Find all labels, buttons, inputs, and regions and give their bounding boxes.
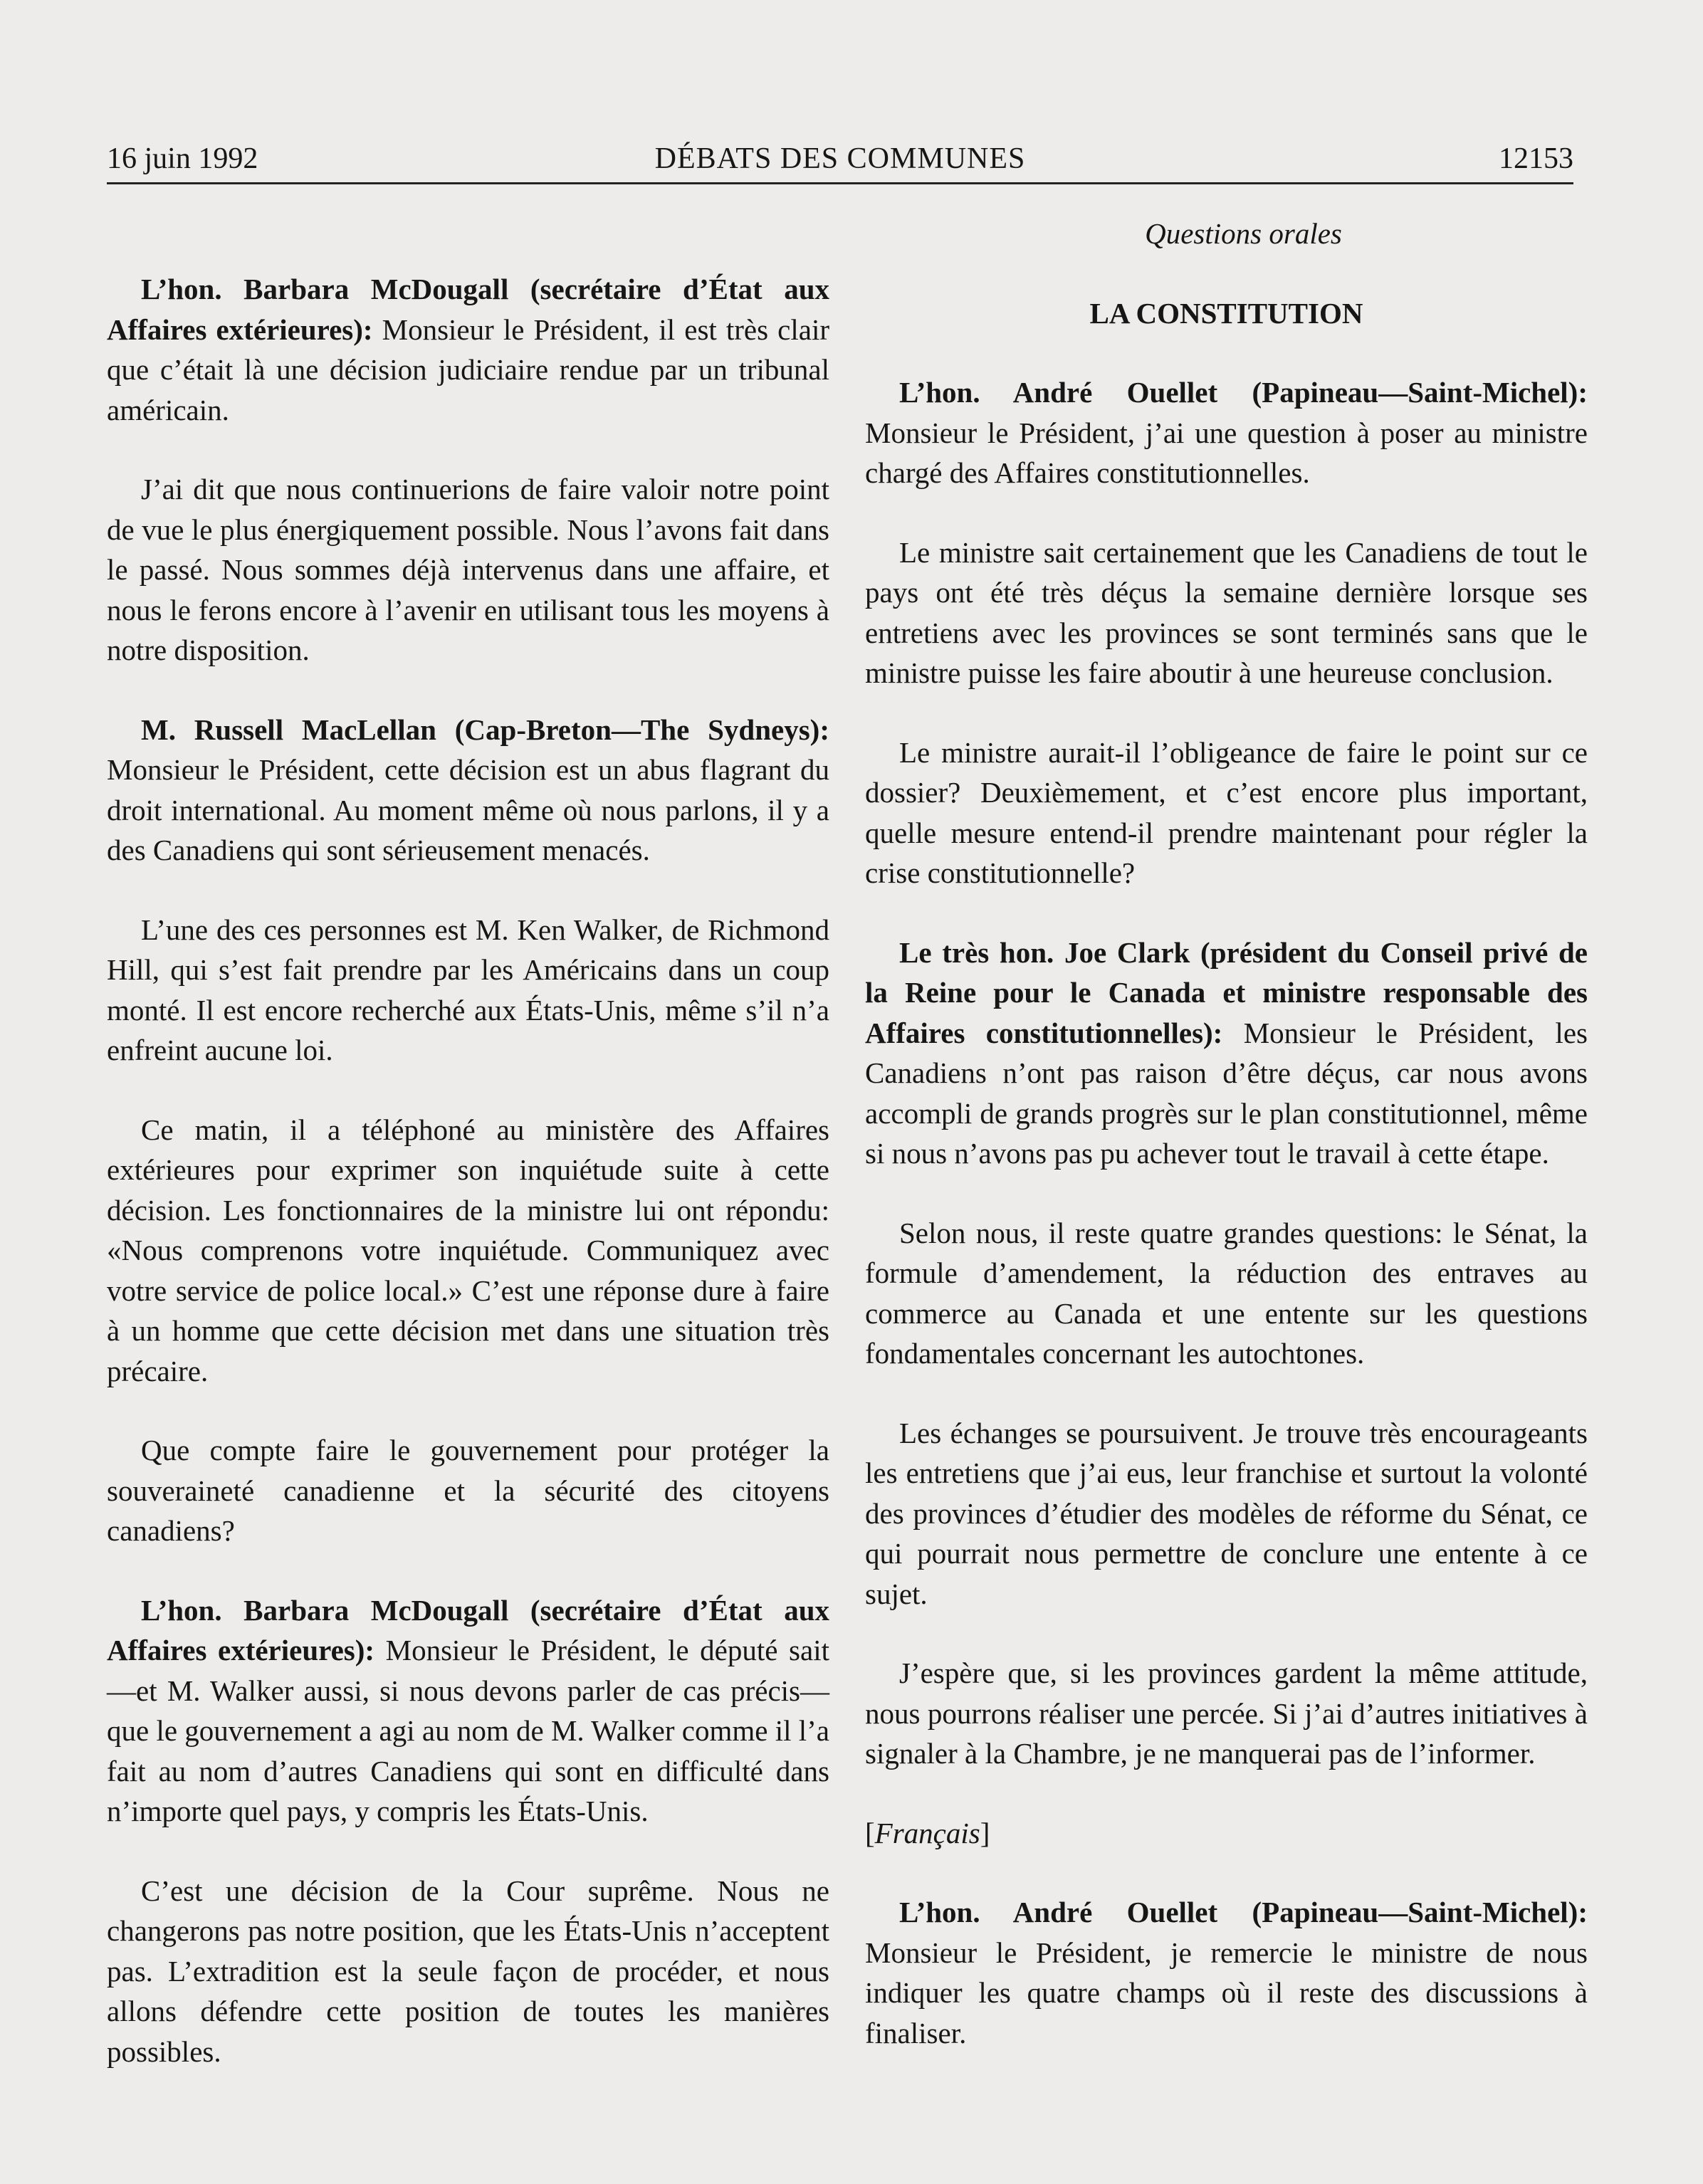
paragraph	[865, 532, 1588, 693]
paragraph	[865, 372, 1588, 493]
paragraph	[107, 1590, 829, 1832]
paragraph	[865, 1892, 1588, 2053]
paragraph-text: L’une des ces personnes est M. Ken Walker, de Richmond Hill, qui s’est fait prendre par les Américains dans un coup monté. Il est encore recherché aux États-Unis, même s’il n’a enfreint aucune loi.	[107, 913, 829, 1066]
paragraph	[107, 1110, 829, 1392]
paragraph	[107, 910, 829, 1071]
paragraph	[865, 1213, 1588, 1374]
page-header	[107, 140, 1573, 184]
paragraph	[865, 1653, 1588, 1774]
paragraph-text: Que compte faire le gouvernement pour protéger la souveraineté canadienne et la sécurité des citoyens canadiens?	[107, 1434, 829, 1547]
paragraph-text: Monsieur le Président, j’ai une question à poser au ministre chargé des Affaires constitutionnelles.	[865, 416, 1588, 489]
paragraph	[865, 1413, 1588, 1615]
paragraph-text: Monsieur le Président, le député sait—et M. Walker aussi, si nous devons parler de cas précis—que le gouvernement a agi au nom de M. Walker comme il l’a fait au nom d’autres Canadiens qui sont en difficulté dans n’importe quel pays, y compris les États-Unis.	[107, 1634, 829, 1827]
language-note	[865, 1813, 1588, 1854]
paragraph	[107, 469, 829, 671]
header-date: 16 juin 1992	[107, 142, 258, 175]
paragraph	[107, 710, 829, 871]
header-title: DÉBATS DES COMMUNES	[654, 142, 1026, 175]
paragraph-text: Le ministre aurait-il l’obligeance de faire le point sur ce dossier? Deuxièmement, et c’est encore plus important, quelle mesure entend-il prendre maintenant pour régler la crise constitutionnelle?	[865, 735, 1588, 889]
paragraph-text: Le ministre sait certainement que les Canadiens de tout le pays ont été très déçus la semaine dernière lorsque ses entretiens avec les provinces se sont terminés sans que le ministre puisse les faire aboutir à une heureuse conclusion.	[865, 535, 1588, 689]
paragraph-text: Selon nous, il reste quatre grandes questions: le Sénat, la formule d’amendement, la réduction des entraves au commerce au Canada et une entente sur les questions fondamentales concernant les autochtones.	[865, 1216, 1588, 1370]
speaker-name: L’hon. Barbara McDougall (secrétaire d’État aux Affaires extérieures):	[107, 1593, 829, 1666]
paragraph-text: J’espère que, si les provinces gardent la même attitude, nous pourrons réaliser une percée. Si j’ai d’autres initiatives à signaler à la Chambre, je ne manquerai pas de l’informer.	[865, 1657, 1588, 1770]
speaker-name: Le très hon. Joe Clark (président du Conseil privé de la Reine pour le Canada et ministre responsable des Affaires constitutionnelles):	[865, 935, 1588, 1049]
paragraph-text: J’ai dit que nous continuerions de faire valoir notre point de vue le plus énergiquement possible. Nous l’avons fait dans le passé. Nous sommes déjà intervenus dans une affaire, et nous le ferons encore à l’avenir en utilisant tous les moyens à notre disposition.	[107, 473, 829, 666]
paragraph-text: Monsieur le Président, il est très clair que c’était là une décision judiciaire rendue par un tribunal américain.	[107, 313, 829, 426]
language-note-text: Français	[874, 1816, 980, 1849]
paragraph-text: Monsieur le Président, les Canadiens n’ont pas raison d’être déçus, car nous avons accompli de grands progrès sur le plan constitutionnel, même si nous n’avons pas pu achever tout le travail à cette étape.	[865, 1016, 1588, 1170]
paragraph-text: C’est une décision de la Cour suprême. Nous ne changerons pas notre position, que les États-Unis n’acceptent pas. L’extradition est la seule façon de procéder, et nous allons défendre cette position de toutes les manières possibles.	[107, 1874, 829, 2068]
paragraph	[865, 933, 1588, 1174]
bracket-open: [	[865, 1816, 875, 1849]
paragraph	[107, 1871, 829, 2072]
left-column	[107, 269, 829, 2111]
header-page-number: 12153	[1499, 142, 1573, 175]
paragraph	[107, 1430, 829, 1551]
paragraph-text: Monsieur le Président, cette décision est un abus flagrant du droit international. Au moment même où nous parlons, il y a des Canadiens qui sont sérieusement menacés.	[107, 753, 829, 866]
paragraph	[107, 269, 829, 430]
paragraph-text: Ce matin, il a téléphoné au ministère des Affaires extérieures pour exprimer son inquiétude suite à cette décision. Les fonctionnaires de la ministre lui ont répondu: «Nous comprenons votre inquiétude. Communiquez avec votre service de police local.» C’est une réponse dure à faire à un homme que cette décision met dans une situation très précaire.	[107, 1113, 829, 1387]
section-title: LA CONSTITUTION	[1089, 296, 1363, 330]
speaker-name: M. Russell MacLellan (Cap-Breton—The Sydneys):	[141, 713, 829, 746]
speaker-name: L’hon. Barbara McDougall (secrétaire d’État aux Affaires extérieures):	[107, 273, 829, 346]
bracket-close: ]	[980, 1816, 990, 1849]
speaker-name: L’hon. André Ouellet (Papineau—Saint-Michel):	[899, 1896, 1588, 1928]
section-rubric: Questions orales	[1145, 217, 1342, 250]
paragraph-text: Monsieur le Président, je remercie le ministre de nous indiquer les quatre champs où il reste des discussions à finaliser.	[865, 1936, 1588, 2049]
paragraph	[865, 733, 1588, 893]
speaker-name: L’hon. André Ouellet (Papineau—Saint-Michel):	[899, 376, 1588, 409]
right-column	[865, 214, 1588, 2092]
paragraph-text: Les échanges se poursuivent. Je trouve très encourageants les entretiens que j’ai eus, leur franchise et surtout la volonté des provinces d’étudier des modèles de réforme du Sénat, ce qui pourrait nous permettre de conclure une entente à ce sujet.	[865, 1416, 1588, 1610]
